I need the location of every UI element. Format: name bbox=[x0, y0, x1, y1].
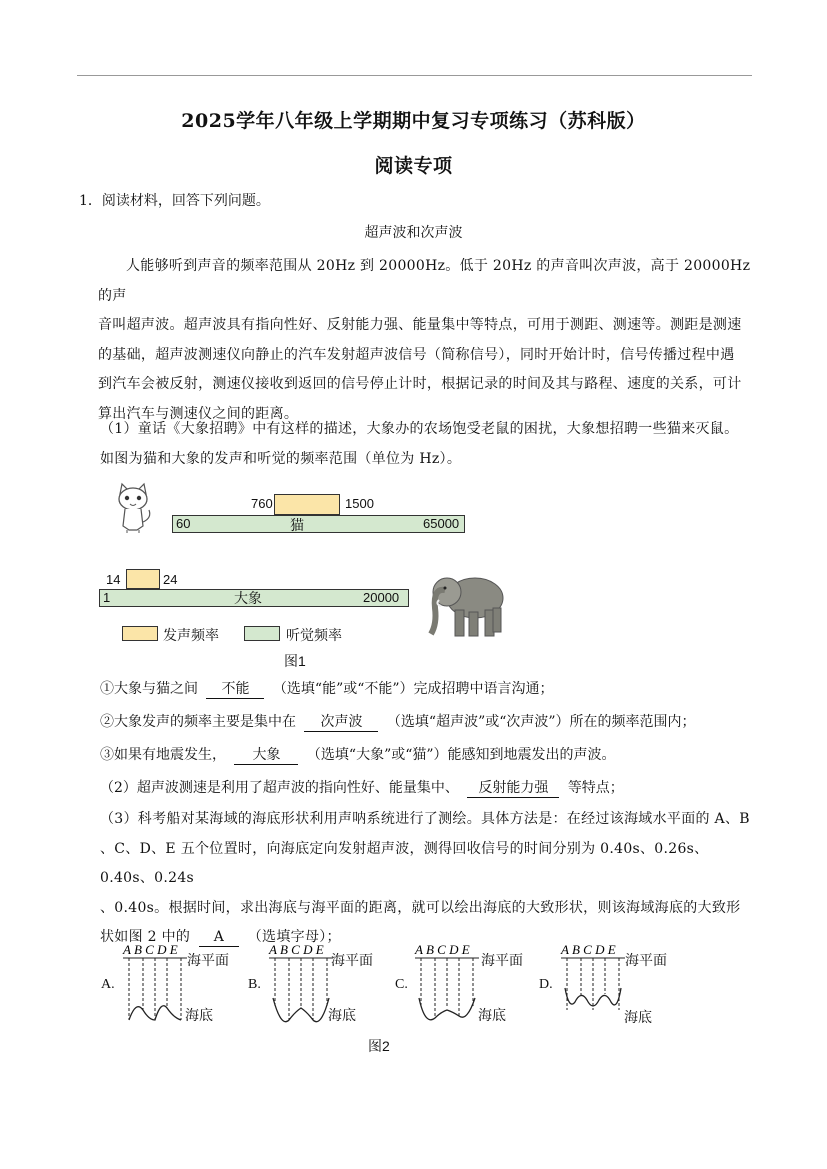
part1-line: （1）童话《大象招聘》中有这样的描述，大象办的农场饱受老鼠的困扰，大象想招聘一些猫来灭鼠。 bbox=[100, 421, 739, 437]
sub-question-2 bbox=[100, 712, 696, 732]
sea-floor-label-d: 海底 bbox=[624, 1009, 652, 1025]
elephant-voice-min: 14 bbox=[106, 572, 121, 587]
part3-line: 、C、D、E 五个位置时，向海底定向发射超声波，测得回收信号的时间分别为 0.40s、0.26s、0.40s、0.24s bbox=[100, 840, 709, 886]
part-3 bbox=[100, 805, 760, 953]
elephant-hear-max: 20000 bbox=[363, 590, 400, 605]
legend-voice-swatch bbox=[122, 626, 158, 641]
sea-level-label-d: 海平面 bbox=[625, 952, 667, 968]
elephant-voice-bar bbox=[126, 569, 160, 589]
question-prompt: 1．阅读材料，回答下列问题。 bbox=[79, 193, 270, 209]
sub2-prefix: ②大象发声的频率主要是集中在 bbox=[100, 714, 296, 730]
passage-line: 的基础，超声波测速仪向静止的汽车发射超声波信号（简称信号），同时开始计时，信号传播过程中遇 bbox=[98, 346, 735, 363]
cat-hear-max: 65000 bbox=[423, 516, 460, 531]
legend-hear-swatch bbox=[244, 626, 280, 641]
cat-hear-min: 60 bbox=[176, 516, 191, 531]
part3-suffix: （选填字母）； bbox=[247, 929, 341, 945]
cat-voice-min: 760 bbox=[251, 496, 273, 511]
passage-line: 音叫超声波。超声波具有指向性好、反射能力强、能量集中等特点，可用于测距、测速等。测距是测速 bbox=[98, 317, 742, 333]
legend-voice-label: 发声频率 bbox=[163, 627, 219, 643]
option-b-diagram bbox=[268, 942, 333, 1022]
part-2 bbox=[100, 778, 624, 798]
passage-line: 人能够听到声音的频率范围从 20Hz 到 20000Hz。低于 20Hz 的声音叫次声波，高于 20000Hz 的声 bbox=[98, 258, 751, 304]
part3-line: 、0.40s。根据时间，求出海底与海平面的距离，就可以绘出海底的大致形状，则该海域海底的大致形 bbox=[100, 899, 741, 916]
option-d-label: D. bbox=[539, 977, 553, 992]
part3-prefix: 状如图 2 中的 bbox=[100, 929, 191, 945]
option-a-label: A. bbox=[101, 977, 115, 992]
passage-title: 超声波和次声波 bbox=[364, 225, 463, 241]
page-subtitle: 阅读专项 bbox=[374, 155, 453, 177]
legend-hear-label: 听觉频率 bbox=[286, 627, 342, 643]
option-c-diagram bbox=[414, 942, 479, 1020]
page-title: 2025学年八年级上学期期中复习专项练习（苏科版） bbox=[181, 110, 646, 132]
sea-level-label-a: 海平面 bbox=[187, 952, 229, 968]
cat-label: 猫 bbox=[290, 517, 304, 533]
sea-floor-label-a: 海底 bbox=[185, 1007, 213, 1023]
svg-text:A B C D E: A B C D E bbox=[561, 942, 616, 957]
svg-text:A B C D E: A B C D E bbox=[123, 942, 178, 957]
elephant-icon bbox=[425, 568, 507, 644]
passage bbox=[98, 252, 758, 429]
sub3-suffix: （选填“大象”或“猫”）能感知到地震发出的声波。 bbox=[306, 747, 616, 763]
elephant-hear-min: 1 bbox=[103, 590, 111, 605]
figure2-caption: 图2 bbox=[368, 1038, 390, 1054]
elephant-label: 大象 bbox=[234, 590, 262, 606]
sub1-suffix: （选填“能”或“不能”）完成招聘中语言沟通； bbox=[272, 681, 554, 697]
sub2-suffix: （选填“超声波”或“次声波”）所在的频率范围内； bbox=[386, 714, 696, 730]
part1-line: 如图为猫和大象的发声和听觉的频率范围（单位为 Hz）。 bbox=[100, 450, 462, 467]
passage-line: 算出汽车与测速仪之间的距离。 bbox=[98, 405, 299, 422]
sub1-prefix: ①大象与猫之间 bbox=[100, 681, 198, 697]
svg-text:A B C D E: A B C D E bbox=[269, 942, 324, 957]
sub3-prefix: ③如果有地震发生， bbox=[100, 747, 226, 763]
sea-floor-label-c: 海底 bbox=[478, 1007, 506, 1023]
sub1-answer: 不能 bbox=[206, 680, 264, 699]
sea-level-label-c: 海平面 bbox=[481, 952, 523, 968]
cat-voice-bar bbox=[274, 494, 340, 515]
part3-line: （3）科考船对某海域的海底形状利用声呐系统进行了测绘。具体方法是：在经过该海域水平面的 A、B bbox=[100, 811, 750, 827]
sub-question-3 bbox=[100, 745, 616, 765]
elephant-voice-max: 24 bbox=[163, 572, 178, 587]
sub3-answer: 大象 bbox=[234, 746, 298, 765]
cat-icon bbox=[112, 482, 154, 534]
seabed-options-diagram bbox=[95, 938, 685, 1030]
option-c-label: C. bbox=[395, 977, 408, 992]
figure1-caption: 图1 bbox=[284, 653, 306, 669]
part2-suffix: 等特点； bbox=[567, 780, 624, 796]
header-rule bbox=[77, 75, 752, 76]
part2-prefix: （2）超声波测速是利用了超声波的指向性好、能量集中、 bbox=[100, 780, 459, 796]
sub-question-1 bbox=[100, 679, 554, 699]
option-d-diagram bbox=[560, 942, 625, 1010]
sea-level-label-b: 海平面 bbox=[331, 952, 373, 968]
cat-voice-max: 1500 bbox=[345, 496, 374, 511]
option-a-diagram bbox=[122, 942, 187, 1020]
option-b-label: B. bbox=[248, 977, 261, 992]
sea-floor-label-b: 海底 bbox=[328, 1007, 356, 1023]
sub2-answer: 次声波 bbox=[304, 713, 378, 732]
part3-answer: A bbox=[199, 928, 239, 947]
passage-line: 到汽车会被反射，测速仪接收到返回的信号停止计时，根据记录的时间及其与路程、速度的关系，可计 bbox=[98, 376, 742, 392]
part2-answer: 反射能力强 bbox=[467, 779, 559, 798]
part1-text bbox=[100, 415, 760, 474]
cat-hear-bar bbox=[172, 515, 465, 533]
svg-text:A B C D E: A B C D E bbox=[415, 942, 470, 957]
